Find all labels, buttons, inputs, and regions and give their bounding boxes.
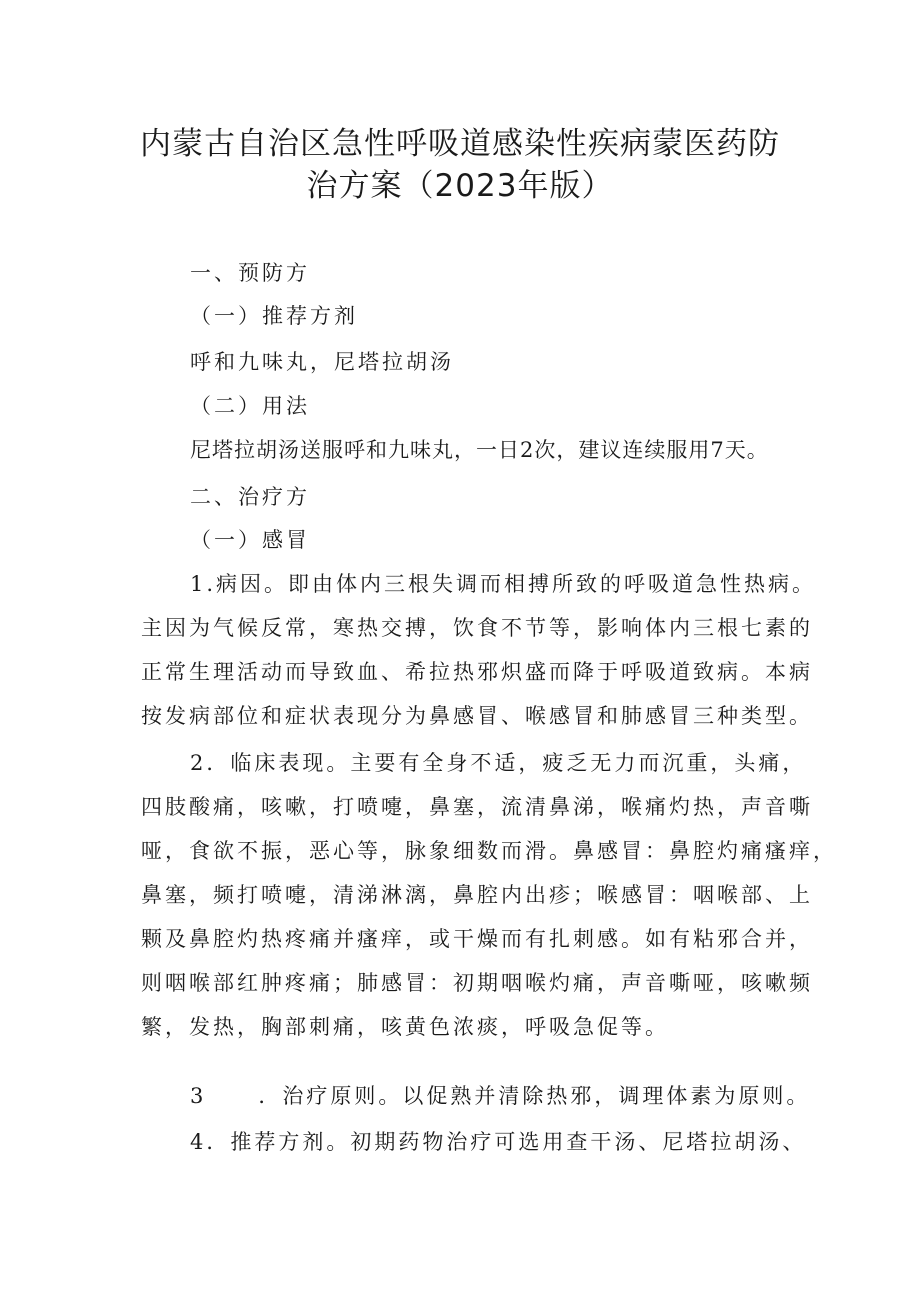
document-title-line-1: 内蒙古自治区急性呼吸道感染性疾病蒙医药防: [140, 126, 780, 162]
item-2-line-6: 则咽喉部红肿疼痛；肺感冒：初期咽喉灼痛，声音嘶哑，咳嗽频: [141, 971, 813, 995]
item-1-line-1: 1.病因。即由体内三根失调而相搏所致的呼吸道急性热病。: [190, 572, 817, 596]
section-1-sub-2-text: 尼塔拉胡汤送服呼和九味丸，一日2次，建议连续服用7天。: [190, 438, 769, 462]
section-1-sub-1-text: 呼和九味丸，尼塔拉胡汤: [190, 350, 454, 374]
item-2-line-2: 四肢酸痛，咳嗽，打喷嚏，鼻塞，流清鼻涕，喉痛灼热，声音嘶: [141, 795, 813, 819]
document-title-line-2: 治方案（2023年版）: [306, 168, 614, 204]
item-2-line-3: 哑，食欲不振，恶心等，脉象细数而滑。鼻感冒：鼻腔灼痛瘙痒，: [141, 839, 837, 863]
section-1-sub-2-heading: （二）用法: [190, 394, 310, 418]
item-3-text: ．治疗原则。以促熟并清除热邪，调理体素为原则。: [258, 1084, 811, 1108]
item-1-line-2: 主因为气候反常，寒热交搏，饮食不节等，影响体内三根七素的: [141, 616, 813, 640]
item-2-line-7: 繁，发热，胸部刺痛，咳黄色浓痰，呼吸急促等。: [141, 1015, 669, 1039]
item-3: [190, 1080, 810, 1110]
section-1-sub-1-heading: （一）推荐方剂: [190, 304, 358, 328]
item-4: 4．推荐方剂。初期药物治疗可选用查干汤、尼塔拉胡汤、: [190, 1130, 807, 1154]
item-2-line-5: 颗及鼻腔灼热疼痛并瘙痒，或干燥而有扎刺感。如有粘邪合并，: [141, 927, 813, 951]
section-2-sub-1-heading: （一）感冒: [190, 528, 310, 552]
section-1-heading: 一、预防方: [190, 261, 310, 285]
item-2-line-1: 2．临床表现。主要有全身不适，疲乏无力而沉重，头痛，: [190, 751, 807, 775]
item-3-number: 3: [190, 1084, 207, 1108]
item-2-line-4: 鼻塞，频打喷嚏，清涕淋漓，鼻腔内出疹；喉感冒：咽喉部、上: [141, 883, 813, 907]
section-2-heading: 二、治疗方: [190, 485, 310, 509]
item-1-line-4: 按发病部位和症状表现分为鼻感冒、喉感冒和肺感冒三种类型。: [141, 704, 813, 728]
item-1-line-3: 正常生理活动而导致血、希拉热邪炽盛而降于呼吸道致病。本病: [141, 660, 813, 684]
